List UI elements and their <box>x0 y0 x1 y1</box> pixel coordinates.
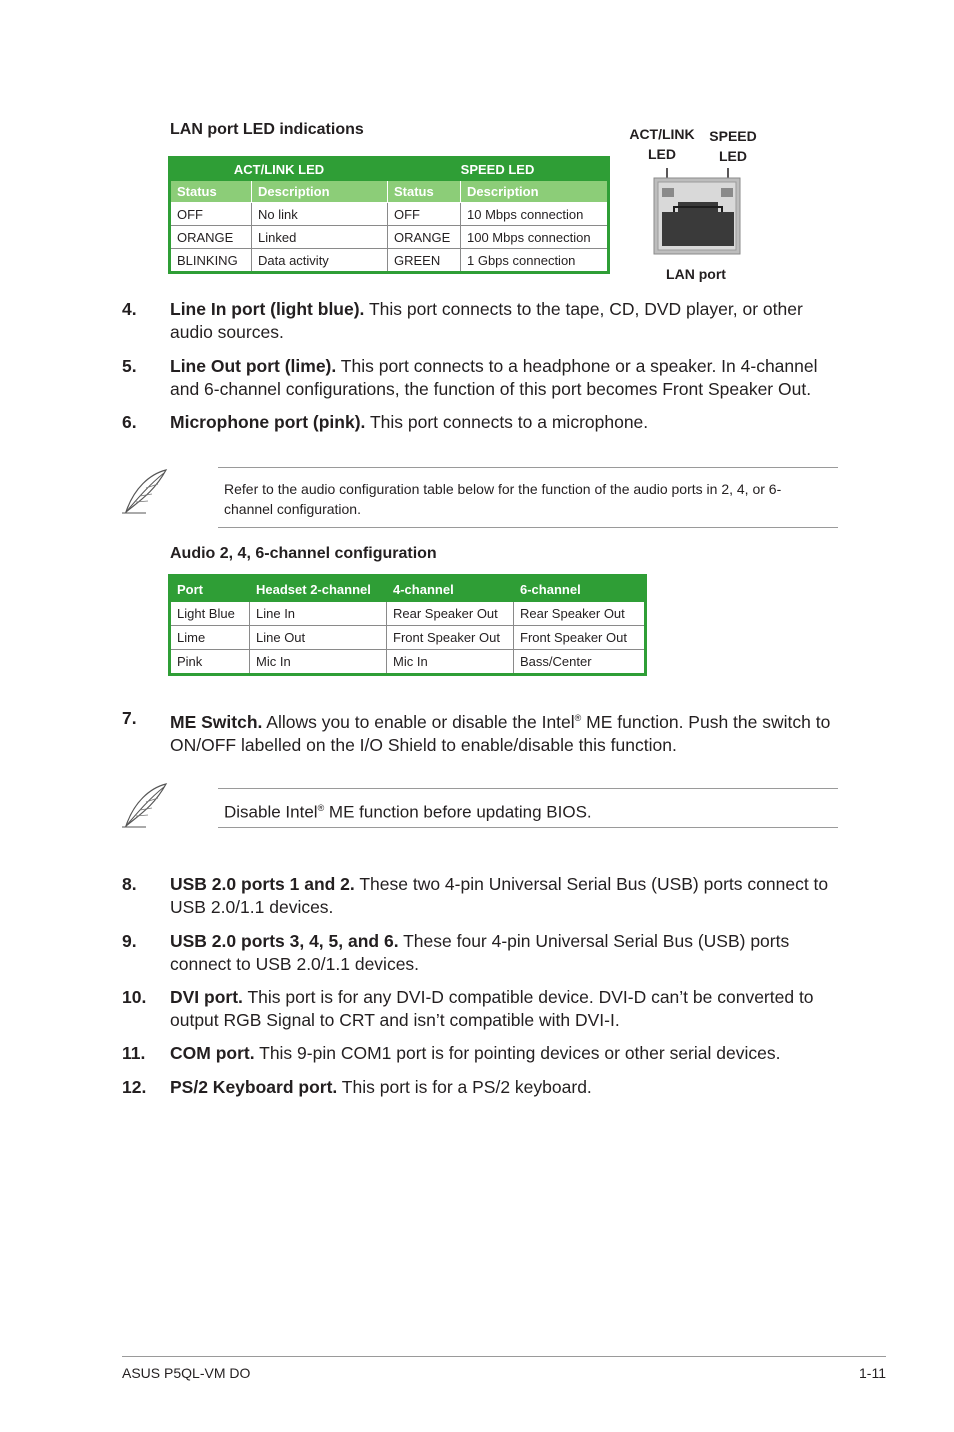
table-header-cell: Port <box>170 576 250 602</box>
list-item-4: 4. Line In port (light blue). This port connects to the tape, CD, DVD player, or other audio sources. <box>122 299 803 342</box>
list-item-9: 9. USB 2.0 ports 3, 4, 5, and 6. These four 4-pin Universal Serial Bus (USB) ports connect to USB 2.0/1.1 devices. <box>122 931 790 974</box>
table-cell: BLINKING <box>170 249 252 273</box>
footer-product-name: ASUS P5QL-VM DO <box>122 1365 251 1381</box>
table-cell: OFF <box>170 203 252 226</box>
lan-port-label: LAN port <box>666 266 726 282</box>
table-header-cell: Description <box>461 181 609 203</box>
table-cell: 100 Mbps connection <box>461 226 609 249</box>
table-cell: Front Speaker Out <box>387 626 514 650</box>
table-cell: GREEN <box>388 249 461 273</box>
list-item-5: 5. Line Out port (lime). This port connects to a headphone or a speaker. In 4-channel and 6-channel configurations, the function of this port becomes Front Speaker Out. <box>122 356 818 399</box>
table-cell: No link <box>252 203 388 226</box>
audio-config-table <box>168 574 647 676</box>
list-item-6: 6. Microphone port (pink). This port connects to a microphone. <box>122 412 649 432</box>
table-header-cell: Status <box>388 181 461 203</box>
list-item-12: 12. PS/2 Keyboard port. This port is for a PS/2 keyboard. <box>122 1077 592 1097</box>
note-divider <box>218 827 838 828</box>
table-cell: 10 Mbps connection <box>461 203 609 226</box>
act-link-led-label: ACT/LINK LED <box>629 126 695 162</box>
table-cell: Rear Speaker Out <box>387 602 514 626</box>
note-text: Disable Intel® ME function before updating BIOS. <box>224 802 592 822</box>
table-cell: 1 Gbps connection <box>461 249 609 273</box>
table-cell: Data activity <box>252 249 388 273</box>
note-divider <box>218 788 838 789</box>
table-cell: Bass/Center <box>514 650 646 675</box>
lan-section-title: LAN port LED indications <box>170 121 364 138</box>
speed-led-label: SPEED LED <box>709 128 757 164</box>
lan-port-diagram <box>650 162 742 258</box>
table-header-cell: Headset 2-channel <box>250 576 387 602</box>
table-cell: ORANGE <box>388 226 461 249</box>
table-header-cell: Status <box>170 181 252 203</box>
table-cell: Line Out <box>250 626 387 650</box>
feather-icon <box>120 782 170 830</box>
list-item-10: 10. DVI port. This port is for any DVI-D compatible device. DVI-D can’t be converted to output RGB Signal to CRT and isn’t compatible with DVI-I. <box>122 987 814 1030</box>
list-item-11: 11. COM port. This 9-pin COM1 port is for pointing devices or other serial devices. <box>122 1043 781 1063</box>
page-number: 1-11 <box>859 1365 886 1381</box>
table-row <box>170 249 609 273</box>
table-cell: Linked <box>252 226 388 249</box>
table-group-header: SPEED LED <box>388 158 609 181</box>
table-header-cell: Description <box>252 181 388 203</box>
table-cell: Rear Speaker Out <box>514 602 646 626</box>
table-row <box>170 226 609 249</box>
table-cell: Light Blue <box>170 602 250 626</box>
lan-led-table <box>168 156 610 274</box>
table-cell: Lime <box>170 626 250 650</box>
table-row <box>170 203 609 226</box>
table-cell: Mic In <box>250 650 387 675</box>
note-divider <box>218 467 838 468</box>
table-cell: Mic In <box>387 650 514 675</box>
table-row <box>170 602 646 626</box>
table-cell: Front Speaker Out <box>514 626 646 650</box>
table-cell: Line In <box>250 602 387 626</box>
list-item-8: 8. USB 2.0 ports 1 and 2. These two 4-pin Universal Serial Bus (USB) ports connect to USB 2.0/1.1 devices. <box>122 874 829 917</box>
table-row <box>170 650 646 675</box>
table-header-cell: 4-channel <box>387 576 514 602</box>
table-cell: Pink <box>170 650 250 675</box>
table-group-header: ACT/LINK LED <box>170 158 388 181</box>
table-cell: ORANGE <box>170 226 252 249</box>
table-header-cell: 6-channel <box>514 576 646 602</box>
audio-section-title: Audio 2, 4, 6-channel configuration <box>170 545 437 562</box>
table-row <box>170 626 646 650</box>
note-text: Refer to the audio configuration table below for the function of the audio ports in 2, 4, or 6-channel configuration. <box>224 481 782 517</box>
table-cell: OFF <box>388 203 461 226</box>
feather-icon <box>120 468 170 516</box>
list-item-7: 7. ME Switch. Allows you to enable or disable the Intel® ME function. Push the switch to ON/OFF labelled on the I/O Shield to enable/disable this function. <box>122 708 831 755</box>
footer-divider <box>122 1356 886 1357</box>
note-divider <box>218 527 838 528</box>
